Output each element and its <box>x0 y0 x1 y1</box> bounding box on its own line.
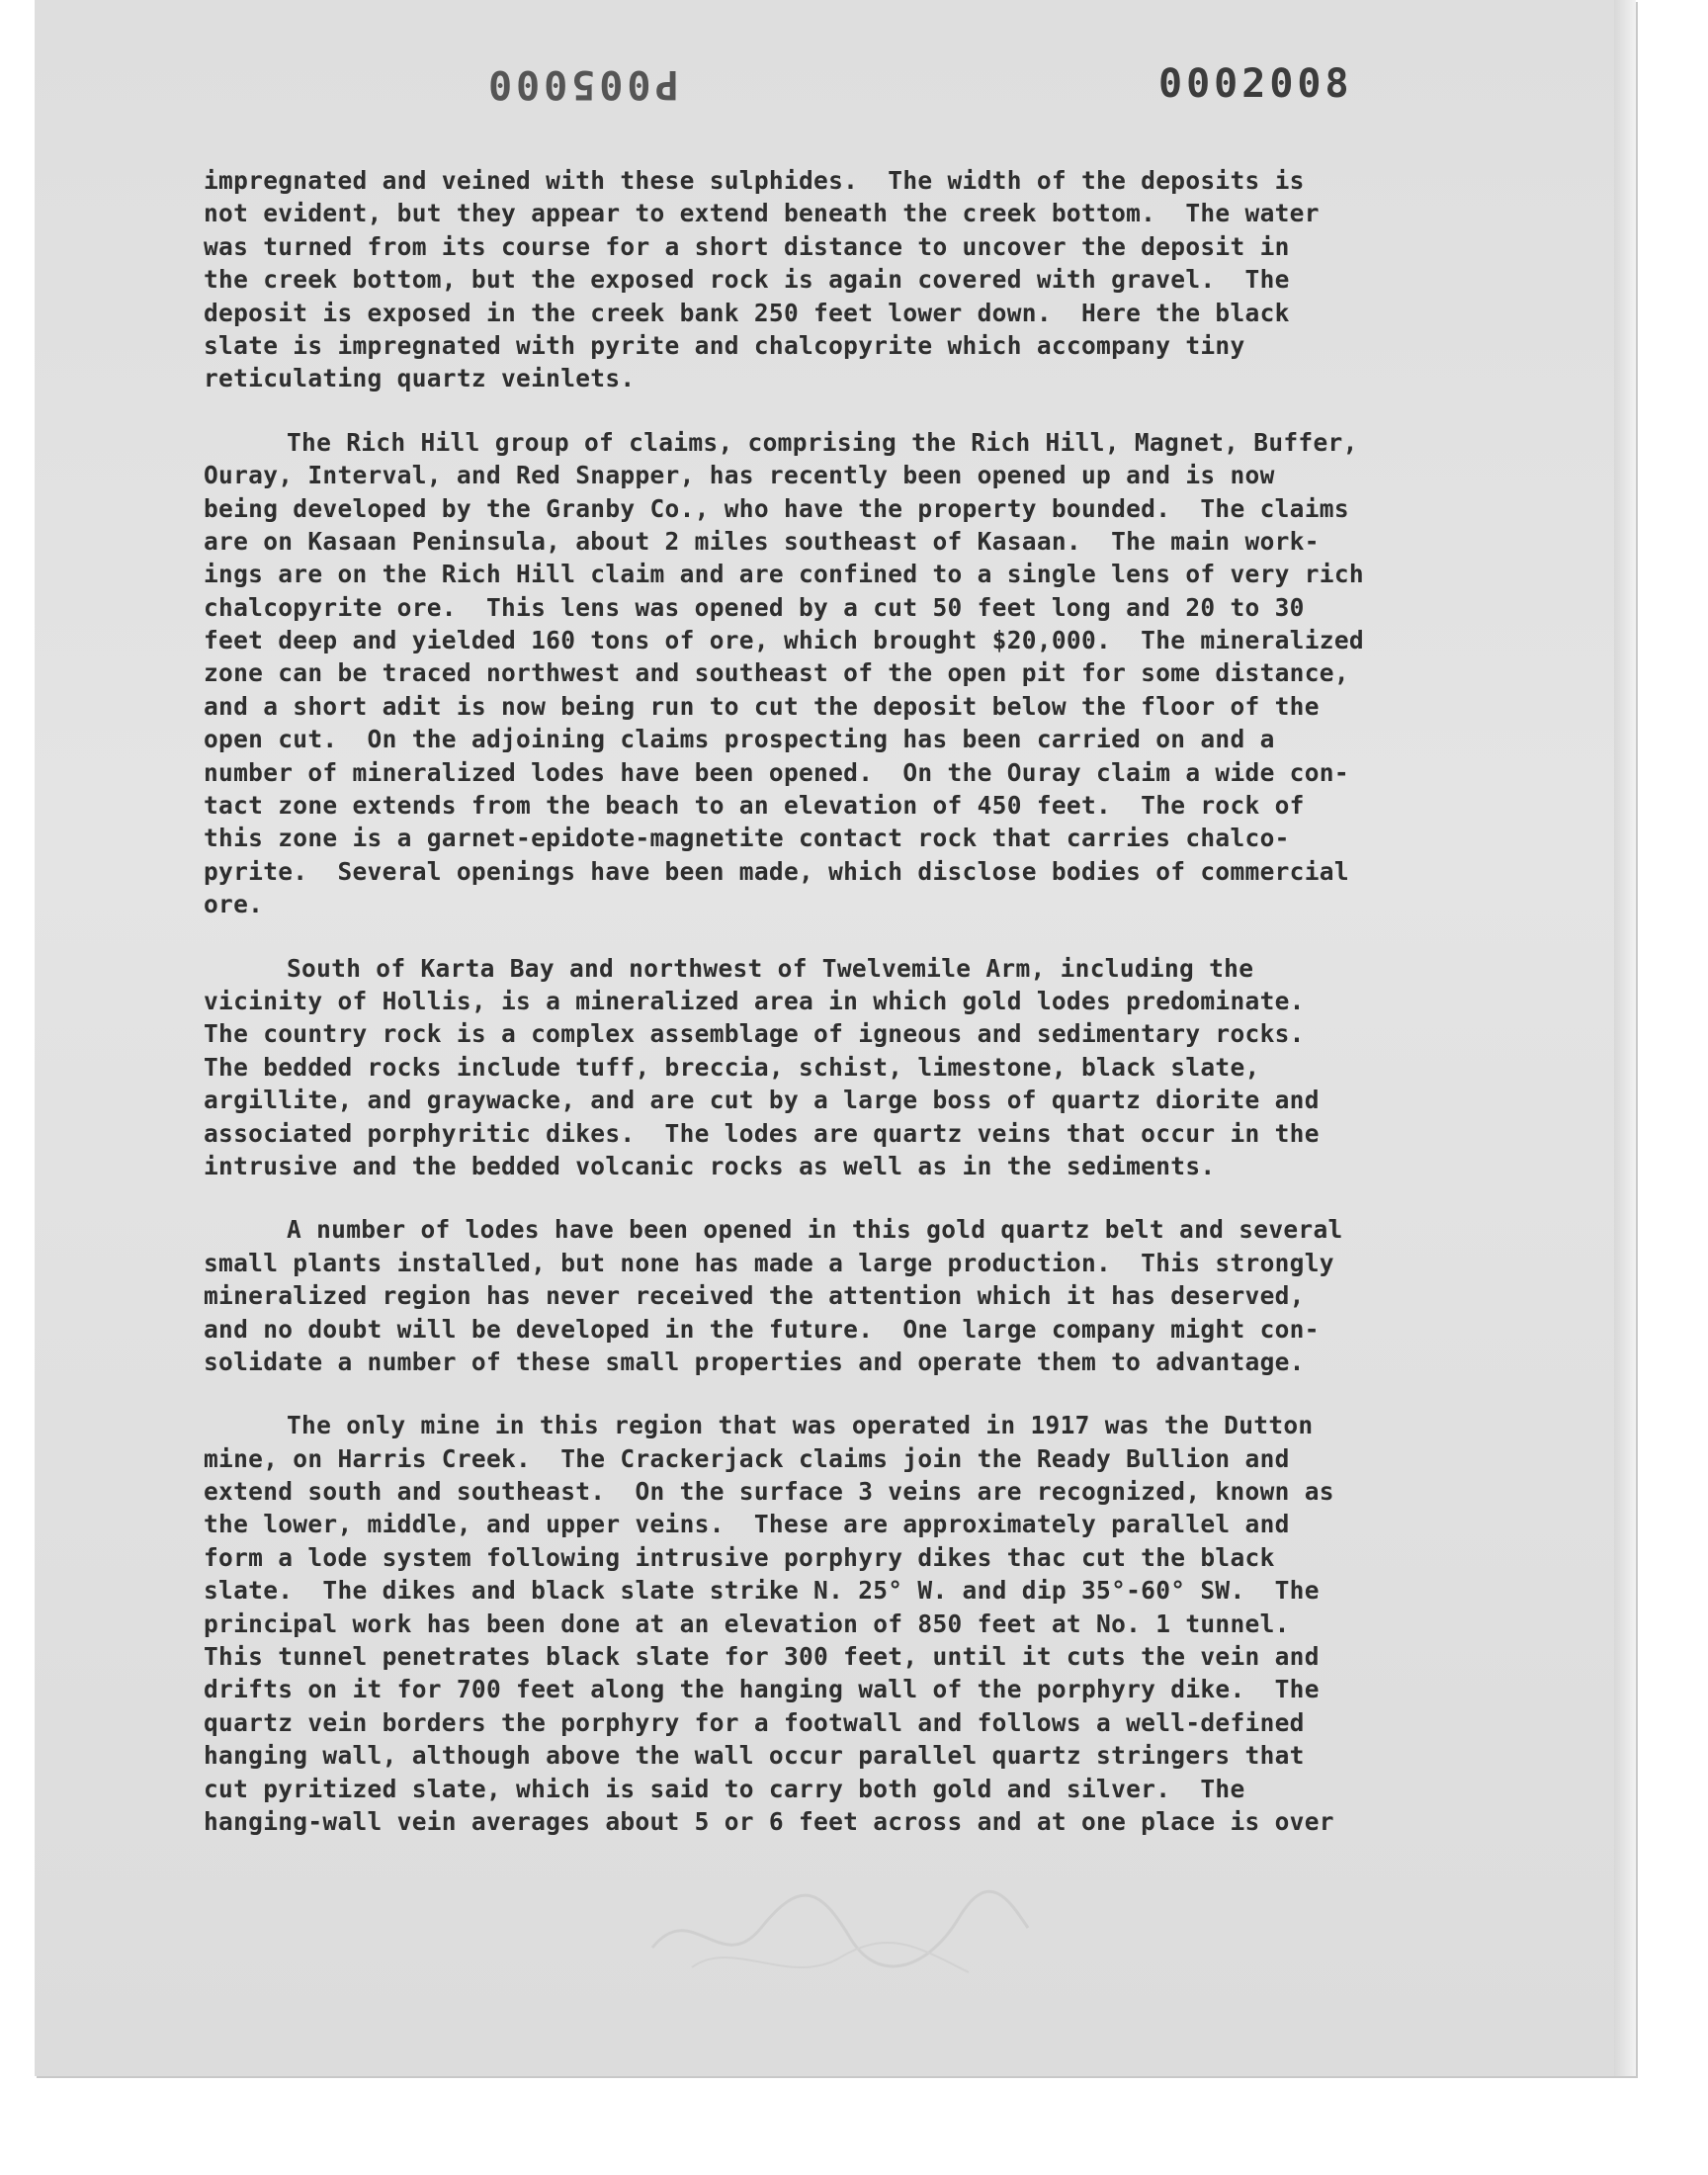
page-stamp-inverted: P005000 <box>484 61 679 107</box>
text-line: the lower, middle, and upper veins. These are approximately parallel and <box>204 1510 1290 1539</box>
body-text <box>204 164 1528 1869</box>
text-line: ore. <box>204 890 264 919</box>
page-edge-shadow <box>1614 0 1636 2076</box>
text-line: reticulating quartz veinlets. <box>204 364 636 393</box>
paragraph <box>204 952 1528 1183</box>
text-line: Ouray, Interval, and Red Snapper, has recently been opened up and is now <box>204 461 1275 490</box>
text-line: open cut. On the adjoining claims prospecting has been carried on and a <box>204 725 1275 754</box>
text-line: quartz vein borders the porphyry for a footwall and follows a well-defined <box>204 1707 1305 1737</box>
text-line: This tunnel penetrates black slate for 300 feet, until it cuts the vein and <box>204 1642 1320 1672</box>
paragraph <box>204 164 1528 395</box>
text-line: argillite, and graywacke, and are cut by a large boss of quartz diorite and <box>204 1086 1320 1115</box>
text-line: ings are on the Rich Hill claim and are confined to a single lens of very rich <box>204 560 1364 589</box>
text-line: hanging-wall vein averages about 5 or 6 feet across and at one place is over <box>204 1806 1334 1836</box>
text-line: extend south and southeast. On the surface 3 veins are recognized, known as <box>204 1477 1334 1507</box>
text-line: and a short adit is now being run to cut the deposit below the floor of the <box>204 691 1320 721</box>
text-line: slate. The dikes and black slate strike N. 25° W. and dip 35°-60° SW. The <box>204 1576 1320 1606</box>
text-line: this zone is a garnet-epidote-magnetite contact rock that carries chalco- <box>204 824 1290 853</box>
paragraph <box>204 426 1528 921</box>
text-line: number of mineralized lodes have been opened. On the Ouray claim a wide con- <box>204 757 1349 787</box>
text-line: mine, on Harris Creek. The Crackerjack claims join the Ready Bullion and <box>204 1443 1290 1473</box>
text-line: principal work has been done at an elevation of 850 feet at No. 1 tunnel. <box>204 1609 1290 1638</box>
text-line: The only mine in this region that was operated in 1917 was the Dutton <box>287 1411 1314 1440</box>
paragraph <box>204 1409 1528 1838</box>
text-line: pyrite. Several openings have been made, which disclose bodies of commercial <box>204 856 1349 886</box>
text-line: impregnated and veined with these sulphides. The width of the deposits is <box>204 166 1305 195</box>
text-line: feet deep and yielded 160 tons of ore, which brought $20,000. The mineralized <box>204 626 1364 655</box>
text-line: drifts on it for 700 feet along the hanging wall of the porphyry dike. The <box>204 1675 1320 1704</box>
text-line: solidate a number of these small properties and operate them to advantage. <box>204 1347 1305 1376</box>
text-line: associated porphyritic dikes. The lodes are quartz veins that occur in the <box>204 1118 1320 1148</box>
text-line: tact zone extends from the beach to an elevation of 450 feet. The rock of <box>204 791 1305 821</box>
faint-handwriting-mark <box>633 1859 1048 1997</box>
text-line: are on Kasaan Peninsula, about 2 miles southeast of Kasaan. The main work- <box>204 526 1320 556</box>
page-number-stamp: 0002008 <box>1158 61 1353 107</box>
text-line: hanging wall, although above the wall occur parallel quartz stringers that <box>204 1741 1305 1771</box>
text-line: form a lode system following intrusive porphyry dikes thac cut the black <box>204 1542 1275 1572</box>
text-line: not evident, but they appear to extend beneath the creek bottom. The water <box>204 199 1320 228</box>
text-line: The Rich Hill group of claims, comprising the Rich Hill, Magnet, Buffer, <box>287 427 1358 457</box>
text-line: deposit is exposed in the creek bank 250 feet lower down. Here the black <box>204 298 1290 327</box>
text-line: the creek bottom, but the exposed rock is again covered with gravel. The <box>204 265 1290 295</box>
text-line: intrusive and the bedded volcanic rocks as well as in the sediments. <box>204 1151 1216 1180</box>
text-line: and no doubt will be developed in the future. One large company might con- <box>204 1314 1320 1344</box>
paragraph <box>204 1213 1528 1378</box>
text-line: mineralized region has never received the attention which it has deserved, <box>204 1281 1305 1311</box>
text-line: slate is impregnated with pyrite and chalcopyrite which accompany tiny <box>204 330 1245 360</box>
text-line: small plants installed, but none has made a large production. This strongly <box>204 1248 1334 1277</box>
text-line: was turned from its course for a short distance to uncover the deposit in <box>204 231 1290 261</box>
text-line: being developed by the Granby Co., who have the property bounded. The claims <box>204 493 1349 523</box>
text-line: zone can be traced northwest and southeast of the open pit for some distance, <box>204 658 1349 688</box>
text-line: cut pyritized slate, which is said to carry both gold and silver. The <box>204 1774 1245 1803</box>
text-line: South of Karta Bay and northwest of Twelvemile Arm, including the <box>287 953 1254 983</box>
text-line: The bedded rocks include tuff, breccia, schist, limestone, black slate, <box>204 1052 1260 1082</box>
text-line: vicinity of Hollis, is a mineralized area in which gold lodes predominate. <box>204 986 1305 1015</box>
text-line: chalcopyrite ore. This lens was opened by a cut 50 feet long and 20 to 30 <box>204 592 1305 622</box>
text-line: The country rock is a complex assemblage of igneous and sedimentary rocks. <box>204 1019 1305 1049</box>
text-line: A number of lodes have been opened in this gold quartz belt and several <box>287 1215 1343 1245</box>
